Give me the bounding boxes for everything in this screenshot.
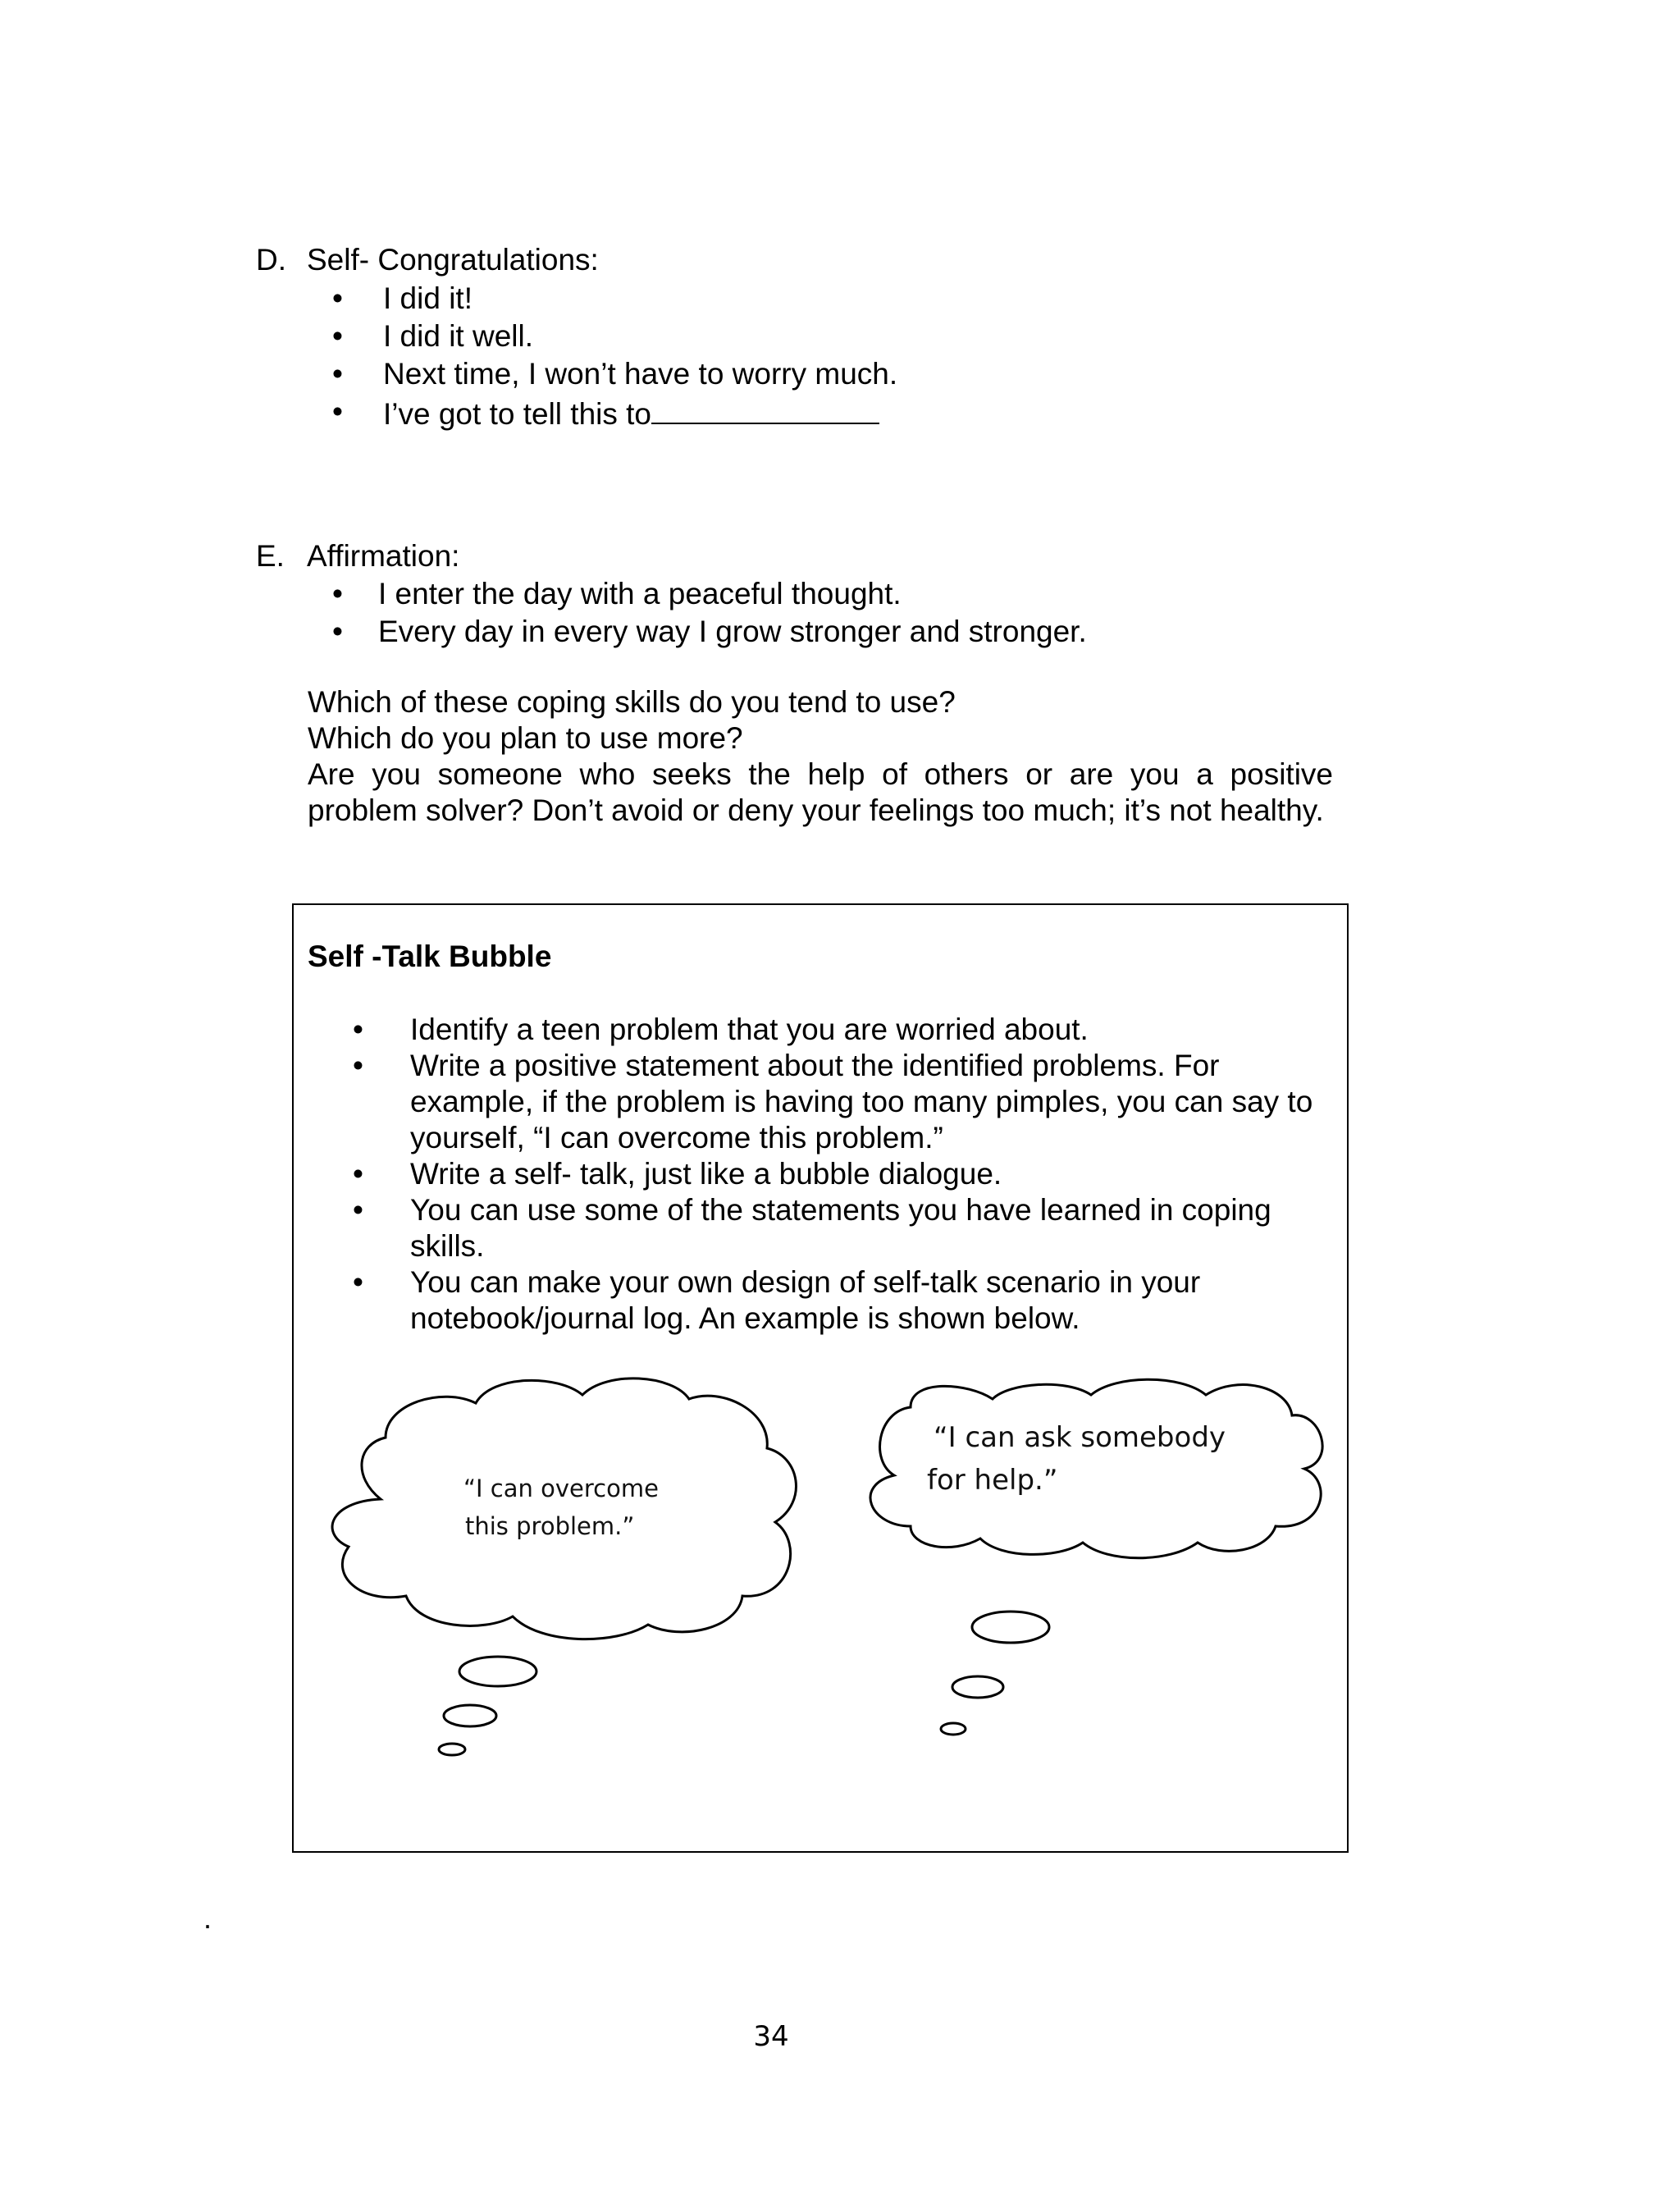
page-number: 34: [753, 2020, 789, 2053]
bubble-right-line2: for help.”: [927, 1464, 1058, 1497]
section-e-title: Affirmation:: [307, 539, 460, 573]
list-item: • You can make your own design of self-talk scenario in your notebook/journal log. An example is shown below.: [353, 1265, 1201, 1335]
thought-trail-large: [972, 1612, 1049, 1643]
list-item: • Write a self- talk, just like a bubble dialogue.: [353, 1157, 1002, 1191]
thought-trail-large: [459, 1657, 536, 1686]
list-item-text: You can use some of the statements you have learned in coping skills.: [410, 1193, 1271, 1263]
activity-title: Self -Talk Bubble: [308, 940, 552, 973]
question-line: Which do you plan to use more?: [308, 721, 743, 755]
section-d-title: Self- Congratulations:: [307, 243, 599, 277]
thought-trail-small: [941, 1723, 966, 1735]
list-item-text: Write a positive statement about the identified problems. For example, if the problem is having too many pimples, you can say to yourself, “I can overcome this problem.”: [410, 1049, 1313, 1154]
bubble-left-line2: this problem.”: [465, 1512, 635, 1540]
section-e-letter: E.: [256, 539, 285, 573]
list-item-text: You can make your own design of self-talk scenario in your notebook/journal log. An example is shown below.: [410, 1265, 1201, 1335]
thought-trail-small: [439, 1744, 465, 1755]
list-item-text: I’ve got to tell this to: [383, 397, 652, 431]
stray-mark: .: [203, 1901, 212, 1935]
question-paragraph: Are you someone who seeks the help of others or are you a positive problem solver? Don’t avoid or deny your feelings too much; it’s not healthy.: [308, 757, 1333, 827]
question-line: Which of these coping skills do you tend to use?: [308, 685, 956, 719]
list-item: • Identify a teen problem that you are worried about.: [353, 1013, 1089, 1046]
list-item: • You can use some of the statements you have learned in coping skills.: [353, 1193, 1271, 1263]
thought-trail-medium: [444, 1705, 496, 1726]
list-item-text: Identify a teen problem that you are worried about.: [410, 1013, 1089, 1046]
thought-bubble-left: [332, 1378, 796, 1755]
section-d-letter: D.: [256, 243, 286, 277]
bubble-right-line1: “I can ask somebody: [934, 1421, 1226, 1454]
list-item: • Write a positive statement about the identified problems. For example, if the problem is having too many pimples, you can say to yourself, “I can overcome this problem.”: [353, 1049, 1313, 1154]
thought-trail-medium: [952, 1676, 1003, 1698]
bubble-left-line1: “I can overcome: [463, 1474, 659, 1502]
list-item-text: Write a self- talk, just like a bubble dialogue.: [410, 1157, 1002, 1191]
